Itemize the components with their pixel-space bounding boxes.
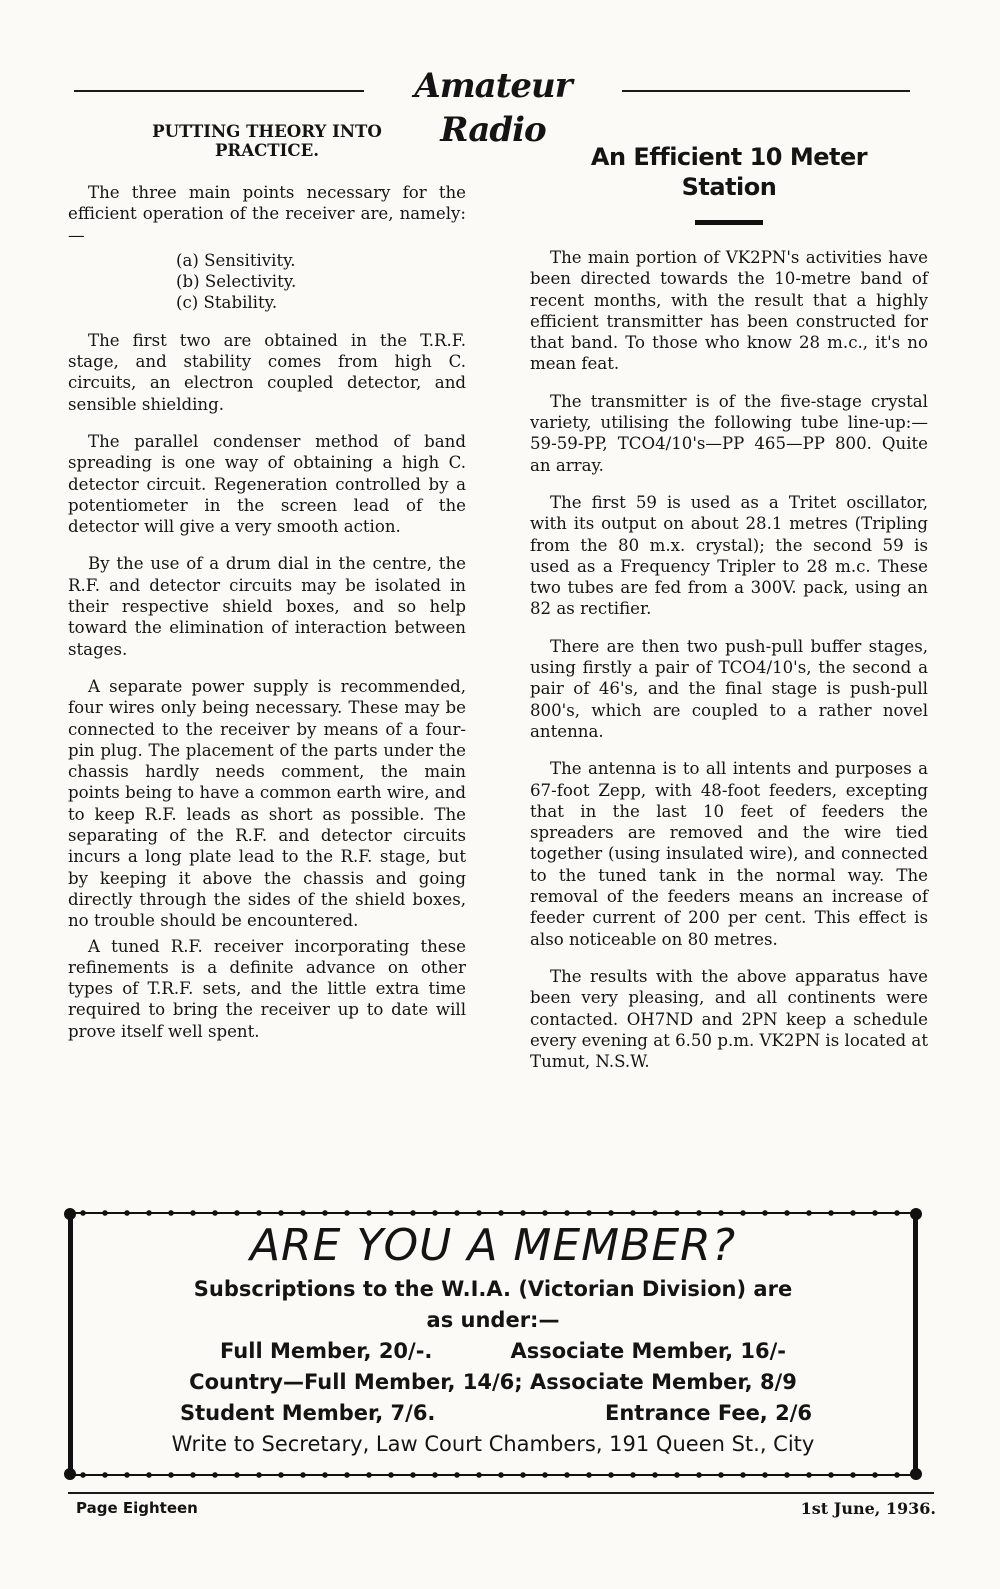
paragraph: The first two are obtained in the T.R.F. stage, and stability comes from high C. circuits, an electron coupled detector, and sensible shielding. <box>68 330 466 414</box>
list-item: (b) Selectivity. <box>176 272 297 292</box>
page-number: Page Eighteen <box>76 1499 198 1517</box>
intro-paragraph: The three main points necessary for the efficient operation of the receiver are, namely:— <box>68 183 466 245</box>
left-column <box>68 122 466 1058</box>
advert-headline: ARE YOU A MEMBER? <box>249 1220 737 1271</box>
paragraph: There are then two push-pull buffer stages, using firstly a pair of TCO4/10's, the second a pair of 46's, and the final stage is push-pull 800's, which are coupled to a rather novel antenna. <box>530 636 928 741</box>
corner-ornament <box>910 1468 922 1480</box>
article-title <box>530 142 928 202</box>
associate-member-fee: Associate Member, 16/- <box>510 1339 786 1363</box>
advert-content <box>84 1220 902 1460</box>
advert-border-bottom <box>72 1472 914 1478</box>
paragraph: The first 59 is used as a Tritet oscillator, with its output on about 28.1 metres (Tripling from the 80 m.x. crystal); the second 59 is used as a Frequency Tripler to 28 m.c. These two tubes are fed from a 300V. pack, using an 82 as rectifier. <box>530 492 928 619</box>
list-item: (c) Stability. <box>176 293 278 313</box>
advert-fees-row <box>84 1336 902 1367</box>
masthead-rule-left <box>74 90 364 92</box>
paragraph: The results with the above apparatus have been very pleasing, and all continents were contacted. OH7ND and 2PN keep a schedule every evening at 6.50 p.m. VK2PN is located at Tumut, N.S.W. <box>530 966 928 1072</box>
list-item: (a) Sensitivity. <box>176 250 296 270</box>
masthead-rule-right <box>622 90 910 92</box>
title-divider <box>695 220 763 225</box>
advert-border-right <box>913 1218 918 1470</box>
contact-address: Write to Secretary, Law Court Chambers, 191 Queen St., City <box>171 1432 815 1456</box>
masthead-title: Amateur Radio <box>414 66 572 150</box>
advert-subline: Subscriptions to the W.I.A. (Victorian Division) are <box>193 1277 793 1301</box>
advert-border-top <box>72 1210 914 1216</box>
advert-fees-row <box>84 1398 902 1429</box>
requirements-list <box>68 250 466 314</box>
corner-ornament <box>64 1468 76 1480</box>
entrance-fee: Entrance Fee, 2/6 <box>605 1401 812 1425</box>
advert-subline: as under:— <box>426 1308 560 1332</box>
paragraph: By the use of a drum dial in the centre, the R.F. and detector circuits may be isolated in their respective shield boxes, and so help toward the elimination of interaction between stages. <box>68 554 466 659</box>
paragraph: The antenna is to all intents and purposes a 67-foot Zepp, with 48-foot feeders, excepting that in the last 10 feet of feeders the spreaders are removed and the wire tied together (using insulated wire), and connected to the tuned tank in the normal way. The removal of the feeders means an increase of feeder current of 200 per cent. This effect is also noticeable on 80 metres. <box>530 759 928 949</box>
right-column <box>530 122 928 1088</box>
issue-date: 1st June, 1936. <box>800 1499 936 1518</box>
section-heading-line2: PRACTICE. <box>214 140 320 160</box>
section-heading <box>68 122 466 160</box>
student-member-fee: Student Member, 7/6. <box>180 1401 436 1425</box>
paragraph: A tuned R.F. receiver incorporating these refinements is a definite advance on other types of T.R.F. sets, and the little extra time required to bring the receiver up to date will prove itself well spent. <box>68 936 466 1041</box>
corner-ornament <box>910 1208 922 1220</box>
paragraph: The transmitter is of the five-stage crystal variety, utilising the following tube line-up:—59-59-PP, TCO4/10's—PP 465—PP 800. Quite an array. <box>530 391 928 475</box>
country-fees: Country—Full Member, 14/6; Associate Member, 8/9 <box>189 1370 797 1394</box>
article-title-line1: An Efficient 10 Meter <box>590 143 868 171</box>
paragraph: A separate power supply is recommended, four wires only being necessary. These may be connected to the receiver by means of a four-pin plug. The placement of the parts under the chassis hardly needs comment, the main points being to have a common earth wire, and to keep R.F. leads as short as possible. The separating of the R.F. and detector circuits incurs a long plate lead to the R.F. stage, but by keeping it above the chassis and going directly through the sides of the shield boxes, no trouble should be encountered. <box>68 676 466 931</box>
advert-border-left <box>68 1218 73 1470</box>
membership-advert <box>64 1208 922 1480</box>
section-heading-line1: PUTTING THEORY INTO <box>152 121 382 141</box>
full-member-fee: Full Member, 20/-. <box>220 1339 433 1363</box>
footer-rule <box>68 1492 934 1494</box>
paragraph: The parallel condenser method of band spreading is one way of obtaining a high C. detector circuit. Regeneration controlled by a potentiometer in the screen lead of the detector will give a very smooth action. <box>68 431 466 537</box>
article-title-line2: Station <box>681 173 777 201</box>
paragraph: The main portion of VK2PN's activities have been directed towards the 10-metre band of recent months, with the result that a highly efficient transmitter has been constructed for that band. To those who know 28 m.c., it's no mean feat. <box>530 248 928 374</box>
corner-ornament <box>64 1208 76 1220</box>
